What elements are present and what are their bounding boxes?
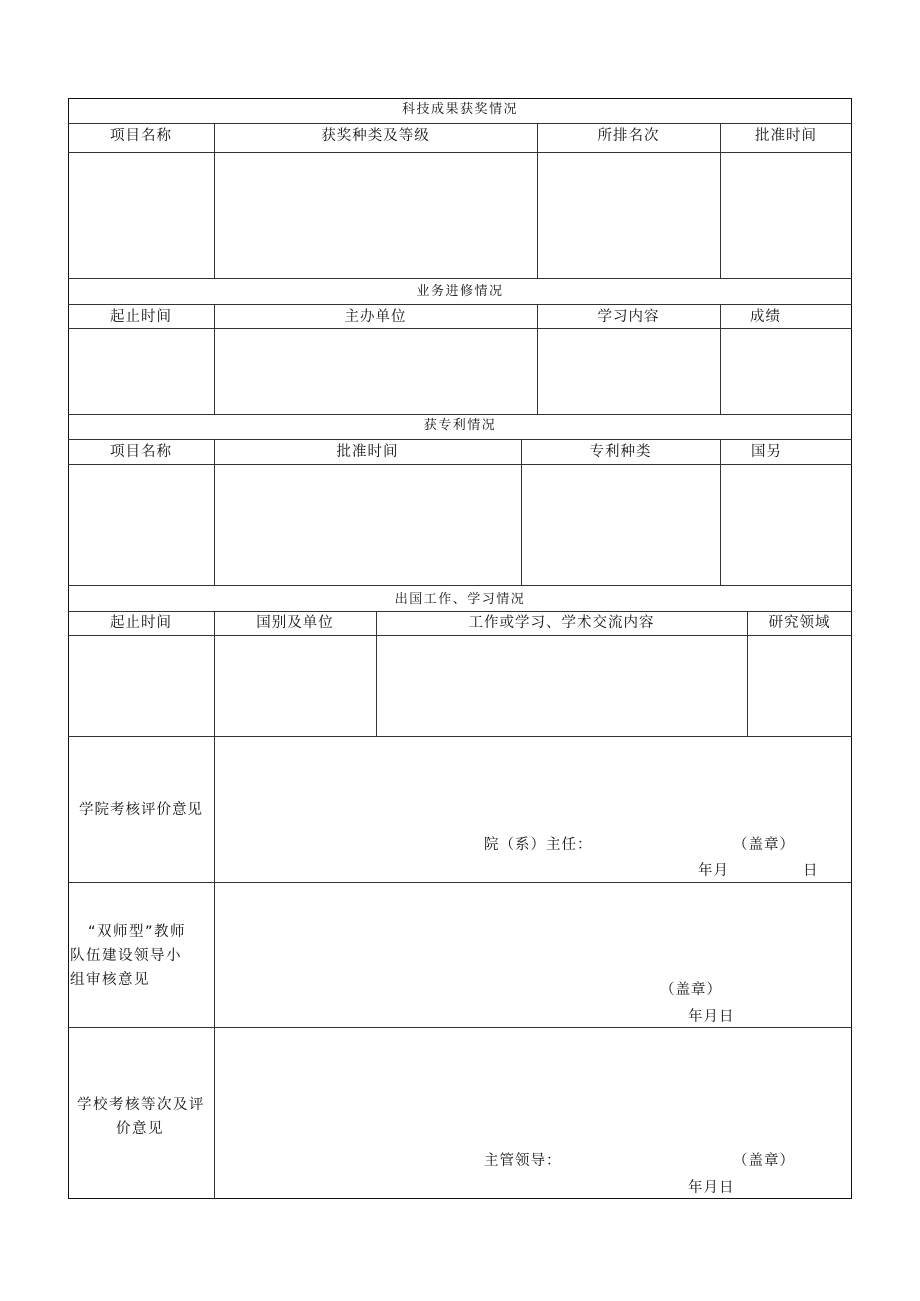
patents-col-project-name: 项目名称	[110, 444, 172, 460]
school-review-date: 年月日	[688, 1180, 735, 1196]
rule	[720, 439, 721, 585]
rule	[68, 882, 852, 883]
patents-col-approval-time: 批准时间	[336, 444, 399, 460]
team-review-date: 年月日	[688, 1009, 735, 1025]
training-col-score: 成绩	[750, 309, 781, 325]
awards-col-project-name: 项目名称	[110, 128, 172, 144]
rule	[68, 736, 852, 737]
team-review-seal: （盖章）	[660, 982, 722, 998]
training-title: 业务进修情况	[416, 284, 504, 299]
rule	[68, 1027, 852, 1028]
college-review-label: 学院考核评价意见	[79, 802, 203, 818]
rule	[68, 585, 852, 586]
rule	[68, 439, 852, 440]
school-review-label	[68, 1093, 214, 1141]
school-review-seal: （盖章）	[733, 1153, 795, 1169]
rule	[720, 123, 721, 278]
rule	[537, 123, 538, 278]
rule	[214, 736, 215, 1199]
rule	[68, 123, 852, 124]
abroad-col-country-unit: 国别及单位	[256, 615, 334, 631]
school-review-label-line2: 价意见	[116, 1121, 164, 1137]
abroad-col-work-content: 工作或学习、学术交流内容	[468, 615, 655, 631]
college-review-signer: 院（系）主任：	[484, 837, 593, 853]
college-review-date-ym: 年月	[698, 863, 729, 879]
awards-col-rank: 所排名次	[597, 128, 660, 144]
rule	[68, 635, 852, 636]
patents-title: 获专利情况	[423, 418, 497, 433]
training-col-period: 起止时间	[110, 309, 172, 325]
rule	[720, 304, 721, 414]
abroad-title: 出国工作、学习情况	[394, 592, 526, 607]
rule	[68, 611, 852, 612]
team-review-label-line2: 队伍建设领导小	[70, 948, 182, 964]
school-review-signer: 主管领导：	[484, 1153, 562, 1169]
awards-col-award-type: 获奖种类及等级	[321, 128, 430, 144]
team-review-label-line1: “双师型”教师	[88, 924, 187, 940]
school-review-label-line1: 学校考核等次及评	[77, 1097, 205, 1113]
abroad-col-research-field: 研究领域	[768, 615, 831, 631]
abroad-col-period: 起止时间	[110, 615, 172, 631]
rule	[68, 278, 852, 279]
awards-title: 科技成果获奖情况	[401, 102, 518, 117]
college-review-seal: （盖章）	[733, 837, 795, 853]
team-review-label	[70, 920, 187, 992]
rule	[68, 304, 852, 305]
patents-col-country: 国另	[751, 444, 782, 460]
team-review-label-line3: 组审核意见	[70, 972, 150, 988]
college-review-date-d: 日	[803, 863, 819, 879]
evaluation-form	[68, 98, 852, 1199]
patents-col-patent-type: 专利种类	[589, 444, 652, 460]
rule	[68, 414, 852, 415]
training-col-content: 学习内容	[597, 309, 660, 325]
awards-col-approval-time: 批准时间	[755, 128, 817, 144]
rule	[68, 328, 852, 329]
training-col-organizer: 主办单位	[344, 309, 407, 325]
rule	[68, 152, 852, 153]
rule	[214, 123, 215, 278]
rule	[68, 464, 852, 465]
